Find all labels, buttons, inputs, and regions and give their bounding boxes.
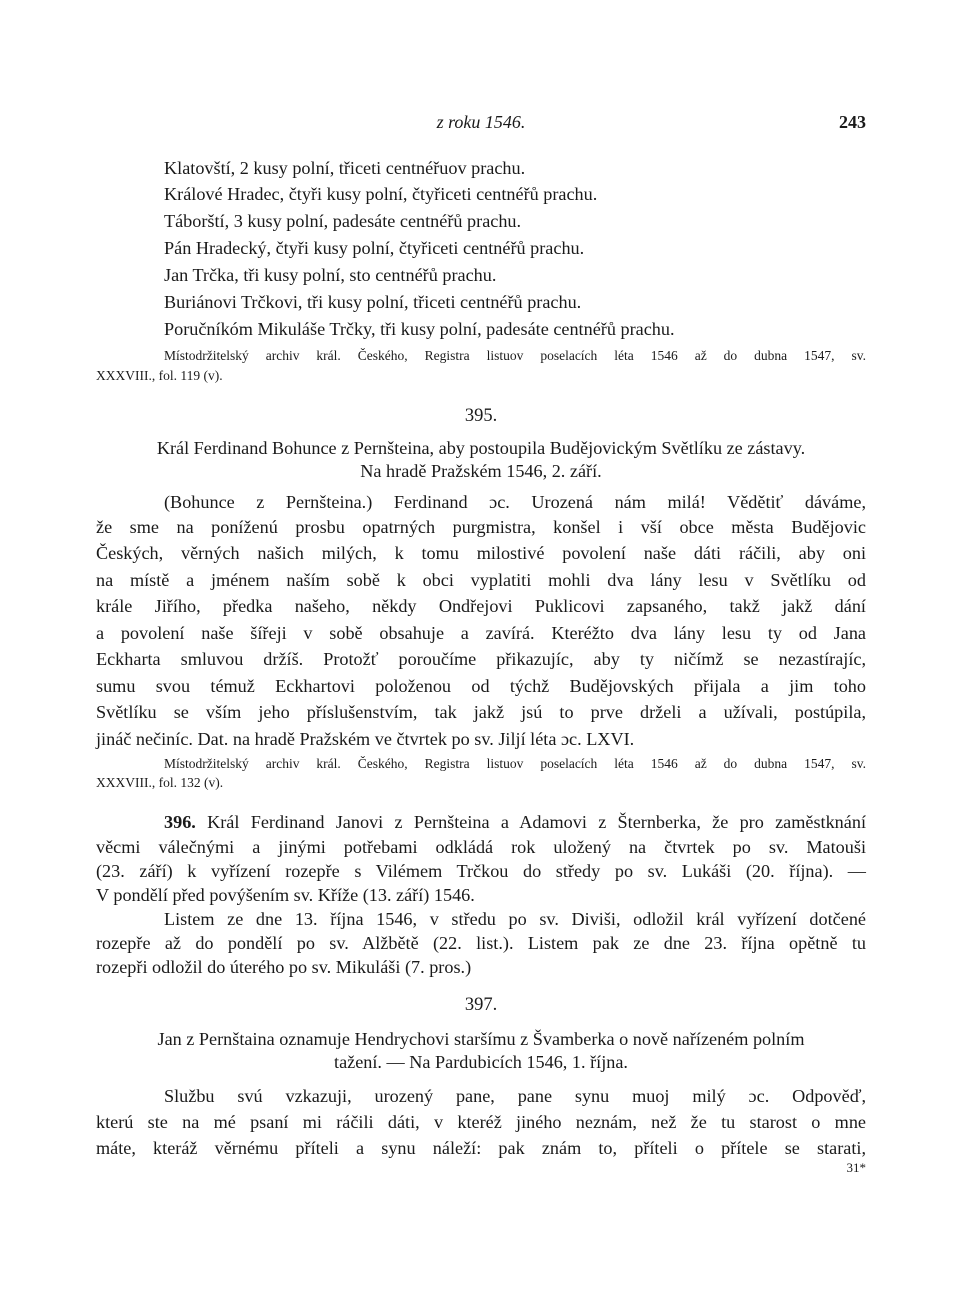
- source-citation: Místodržitelský archiv král. Českého, Registra listuov poselacích léta 1546 až do dubna 1547, sv.: [164, 756, 866, 771]
- list-item: Pán Hradecký, čtyři kusy polní, čtyřiceti centnéřů prachu.: [164, 238, 585, 258]
- list-item: Jan Trčka, tři kusy polní, sto centnéřů prachu.: [164, 265, 497, 285]
- source-citation: XXXVIII., fol. 132 (v).: [96, 775, 224, 790]
- body-line: jináč nečiníc. Dat. na hradě Pražském ve čtvrtek po sv. Jiljí léta ɔc. LXVI.: [96, 729, 635, 749]
- list-item: Poručníkóm Mikuláše Trčky, tři kusy polní, padesáte centnéřů prachu.: [164, 319, 675, 339]
- document-title: Na hradě Pražském 1546, 2. září.: [360, 461, 602, 481]
- list-item: Táborští, 3 kusy polní, padesáte centnéřů prachu.: [164, 211, 522, 231]
- source-citation: XXXVIII., fol. 119 (v).: [96, 368, 223, 383]
- document-number: 397.: [464, 995, 498, 1015]
- regest-text: Král Ferdinand Janovi z Pernšteina a Adamovi z Šternberka, že pro zaměstknání: [207, 812, 866, 832]
- running-title: z roku 1546.: [436, 112, 526, 132]
- page-header: [96, 112, 866, 136]
- list-item: Králové Hradec, čtyři kusy polní, čtyřiceti centnéřů prachu.: [164, 184, 598, 204]
- note-line: Listem ze dne 13. října 1546, v středu po sv. Diviši, odložil král vyřízení dotčené: [164, 909, 866, 929]
- document-number: 395.: [464, 406, 498, 426]
- source-citation: Místodržitelský archiv král. Českého, Registra listuov poselacích léta 1546 až do dubna 1547, sv.: [164, 348, 866, 363]
- regest-line: [164, 809, 866, 835]
- body-line: že sme na poníženú prosbu opatrných purgmistra, konšel i vší obce města Budějovic: [96, 517, 866, 537]
- body-line: na místě a jménem naším sobě k obci vyplatiti mohli dva lány lesu v Světlíku od: [96, 570, 866, 590]
- body-line: krále Jiřího, předka našeho, někdy Ondřejovi Puklicovi zapsaného, takž jakž dání: [96, 596, 866, 616]
- document-title: Král Ferdinand Bohunce z Pernšteina, aby postoupila Budějovickým Světlíku ze zástavy.: [156, 438, 806, 458]
- document-number: 396.: [164, 812, 196, 832]
- document-title: Jan z Pernštaina oznamuje Hendrychovi staršímu z Švamberka o nově nařízeném polním: [157, 1029, 805, 1049]
- note-line: rozepři odložil do úterého po sv. Mikuláši (7. pros.): [96, 957, 472, 977]
- note-line: rozepře až do pondělí po sv. Alžbětě (22. list.). Listem pak ze dne 23. října opětně tu: [96, 933, 866, 953]
- regest-line: V pondělí před povýšením sv. Kříže (13. září) 1546.: [96, 885, 475, 905]
- body-line: Českých, věrných našich milých, k tomu milostivé povolení naše dáti ráčili, aby oni: [96, 543, 866, 563]
- signature-mark: 31*: [846, 1160, 866, 1175]
- page-number: 243: [839, 112, 866, 132]
- body-line: a povolení naše šířeji v sobě obsahuje a zavírá. Kteréžto dva lány lesu ty od Jana: [96, 623, 866, 643]
- document-title: tažení. — Na Pardubicích 1546, 1. října.: [334, 1052, 628, 1072]
- body-line: kterú ste na mé psaní mi ráčili dáti, v kteréž jiného neznám, než že tu starost o mne: [96, 1112, 866, 1132]
- body-line: (Bohunce z Pernšteina.) Ferdinand ɔc. Urozená nám milá! Vědětiť dáváme,: [164, 492, 866, 512]
- body-line: máte, kteráž věrnému příteli a synu náleží: pak znám to, příteli o přítele se starati,: [96, 1138, 866, 1158]
- body-line: sumu svou témuž Eckhartovi položenou od týchž Budějovských přijala a jim toho: [96, 676, 866, 696]
- body-line: Eckharta smluvou držíš. Protožť poroučíme přikazujíc, aby ty ničímž se nezastírajíc,: [96, 649, 866, 669]
- regest-line: věcmi válečnými a jinými potřebami odkládá rok uložený na čtvrtek po sv. Matouši: [96, 837, 866, 857]
- list-item: Buriánovi Trčkovi, tři kusy polní, třiceti centnéřů prachu.: [164, 292, 582, 312]
- body-line: Světlíku se vším jeho příslušenstvím, tak jakž jsú to prve drželi a užívali, postúpila,: [96, 702, 866, 722]
- list-item: Klatovští, 2 kusy polní, třiceti centnéřuov prachu.: [164, 158, 526, 178]
- body-line: Službu svú vzkazuji, urozený pane, pane synu muoj milý ɔc. Odpověď,: [164, 1086, 866, 1106]
- regest-line: (23. září) k vyřízení rozepře s Vilémem Trčkou do středy po sv. Lukáši (20. října). —: [96, 861, 866, 881]
